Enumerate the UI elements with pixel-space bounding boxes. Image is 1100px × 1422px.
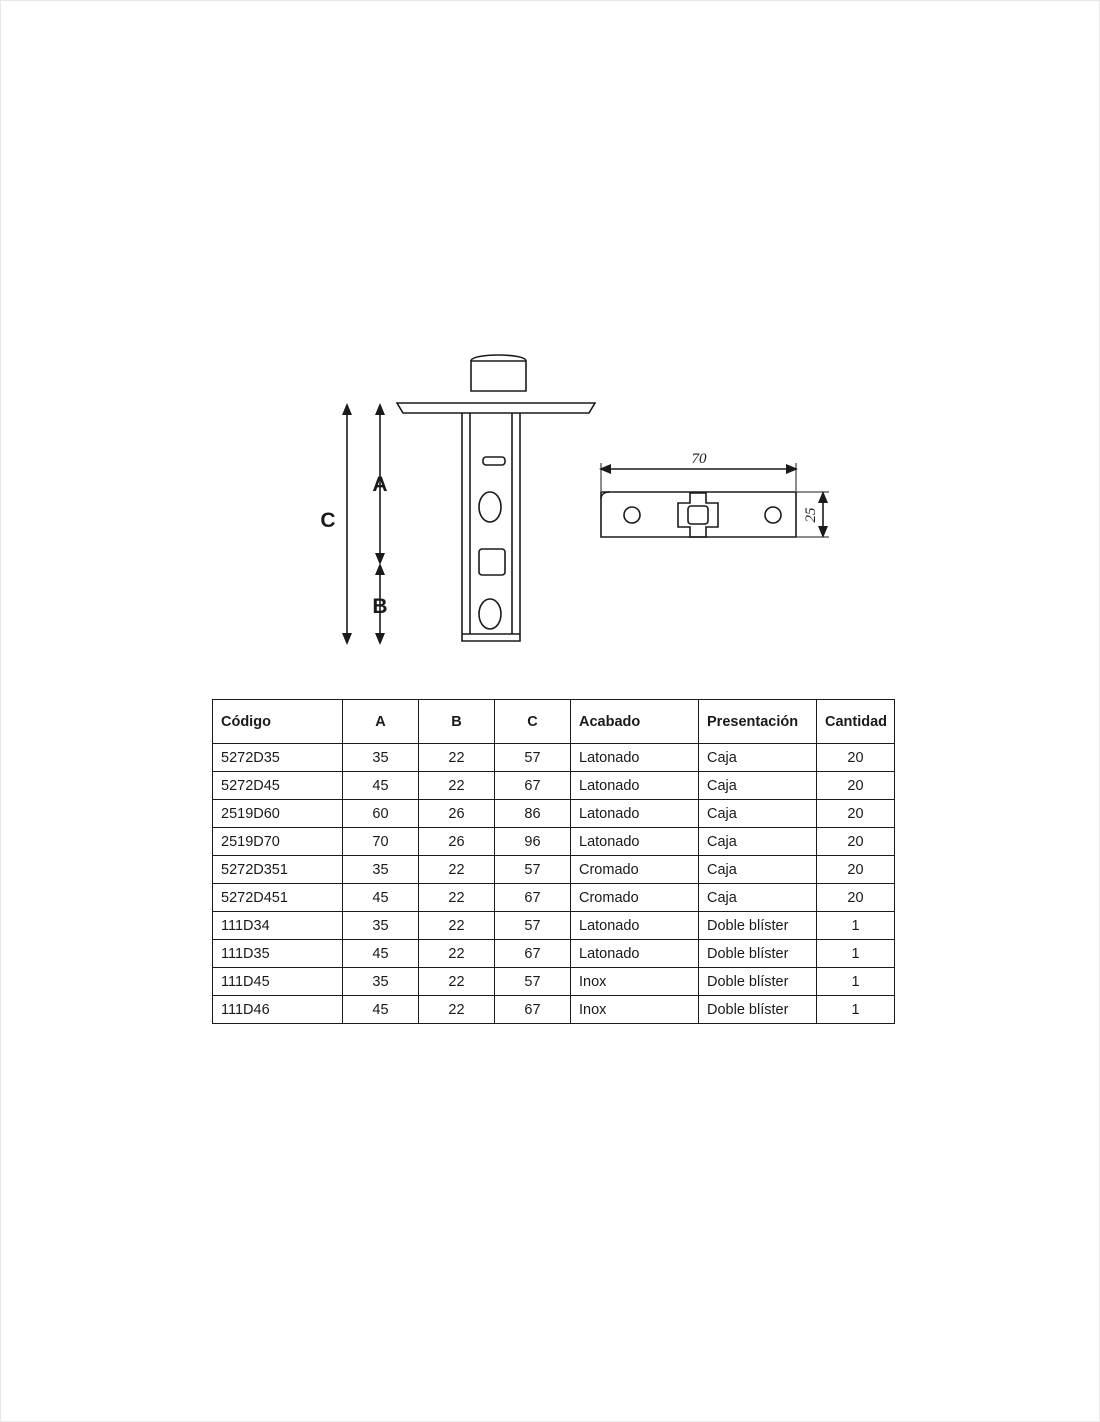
table-header	[213, 700, 895, 744]
cell-b: 22	[419, 912, 495, 940]
table-header-row	[213, 700, 895, 744]
table-row	[213, 828, 895, 856]
cell-b: 22	[419, 772, 495, 800]
cell-c: 57	[495, 744, 571, 772]
cell-acabado: Latonado	[571, 828, 699, 856]
technical-drawing	[1, 341, 1100, 691]
cell-a: 60	[343, 800, 419, 828]
cell-presentacion: Caja	[699, 884, 817, 912]
label-dim-b: B	[372, 595, 388, 618]
cell-cantidad: 20	[817, 800, 895, 828]
cell-presentacion: Doble blíster	[699, 996, 817, 1024]
cell-b: 22	[419, 884, 495, 912]
cell-presentacion: Caja	[699, 856, 817, 884]
table-row	[213, 940, 895, 968]
cell-codigo: 111D34	[213, 912, 343, 940]
cell-a: 35	[343, 856, 419, 884]
cell-a: 70	[343, 828, 419, 856]
table-row	[213, 996, 895, 1024]
cell-a: 45	[343, 772, 419, 800]
cell-presentacion: Caja	[699, 800, 817, 828]
cell-presentacion: Caja	[699, 828, 817, 856]
specification-table	[212, 699, 895, 1024]
latch-plan-view	[601, 492, 796, 537]
cell-cantidad: 20	[817, 828, 895, 856]
cell-c: 67	[495, 940, 571, 968]
cell-acabado: Cromado	[571, 856, 699, 884]
column-header-acabado: Acabado	[571, 700, 699, 744]
cell-c: 86	[495, 800, 571, 828]
table-row	[213, 884, 895, 912]
table-row	[213, 800, 895, 828]
cell-c: 96	[495, 828, 571, 856]
cell-acabado: Inox	[571, 968, 699, 996]
cell-presentacion: Doble blíster	[699, 912, 817, 940]
cell-cantidad: 1	[817, 912, 895, 940]
cell-cantidad: 1	[817, 968, 895, 996]
cell-a: 45	[343, 940, 419, 968]
cell-acabado: Latonado	[571, 940, 699, 968]
cell-b: 26	[419, 828, 495, 856]
cell-acabado: Inox	[571, 996, 699, 1024]
cell-a: 45	[343, 996, 419, 1024]
cell-c: 57	[495, 968, 571, 996]
cell-codigo: 5272D451	[213, 884, 343, 912]
cell-cantidad: 20	[817, 772, 895, 800]
cell-codigo: 111D46	[213, 996, 343, 1024]
column-header-c: C	[495, 700, 571, 744]
table-row	[213, 856, 895, 884]
cell-c: 67	[495, 884, 571, 912]
cell-codigo: 2519D60	[213, 800, 343, 828]
latch-side-view	[397, 355, 595, 641]
drawing-canvas	[1, 341, 1100, 691]
label-dim-c: C	[320, 509, 336, 532]
cell-cantidad: 1	[817, 940, 895, 968]
cell-b: 22	[419, 744, 495, 772]
cell-b: 22	[419, 968, 495, 996]
cell-acabado: Latonado	[571, 912, 699, 940]
cell-c: 67	[495, 772, 571, 800]
label-dim-25: 25	[803, 507, 819, 523]
cell-codigo: 5272D351	[213, 856, 343, 884]
cell-c: 67	[495, 996, 571, 1024]
label-dim-70: 70	[691, 451, 707, 467]
cell-b: 26	[419, 800, 495, 828]
dimension-line-c	[342, 403, 352, 645]
label-dim-a: A	[372, 473, 388, 496]
cell-acabado: Latonado	[571, 744, 699, 772]
cell-codigo: 111D35	[213, 940, 343, 968]
column-header-a: A	[343, 700, 419, 744]
cell-a: 45	[343, 884, 419, 912]
column-header-cantidad: Cantidad	[817, 700, 895, 744]
cell-presentacion: Doble blíster	[699, 968, 817, 996]
cell-cantidad: 20	[817, 856, 895, 884]
specification-table-wrap	[212, 699, 894, 1024]
cell-acabado: Latonado	[571, 772, 699, 800]
cell-acabado: Cromado	[571, 884, 699, 912]
cell-c: 57	[495, 856, 571, 884]
cell-codigo: 5272D45	[213, 772, 343, 800]
cell-b: 22	[419, 856, 495, 884]
table-row	[213, 968, 895, 996]
cell-codigo: 111D45	[213, 968, 343, 996]
column-header-presentacion: Presentación	[699, 700, 817, 744]
cell-cantidad: 20	[817, 744, 895, 772]
cell-cantidad: 1	[817, 996, 895, 1024]
table-row	[213, 772, 895, 800]
cell-b: 22	[419, 996, 495, 1024]
cell-acabado: Latonado	[571, 800, 699, 828]
table-body	[213, 744, 895, 1024]
cell-a: 35	[343, 912, 419, 940]
cell-cantidad: 20	[817, 884, 895, 912]
cell-b: 22	[419, 940, 495, 968]
cell-codigo: 5272D35	[213, 744, 343, 772]
table-row	[213, 744, 895, 772]
cell-a: 35	[343, 744, 419, 772]
table-row	[213, 912, 895, 940]
cell-presentacion: Caja	[699, 772, 817, 800]
dimension-line-70	[599, 463, 798, 491]
cell-c: 57	[495, 912, 571, 940]
cell-a: 35	[343, 968, 419, 996]
column-header-b: B	[419, 700, 495, 744]
column-header-codigo: Código	[213, 700, 343, 744]
cell-codigo: 2519D70	[213, 828, 343, 856]
cell-presentacion: Caja	[699, 744, 817, 772]
cell-presentacion: Doble blíster	[699, 940, 817, 968]
